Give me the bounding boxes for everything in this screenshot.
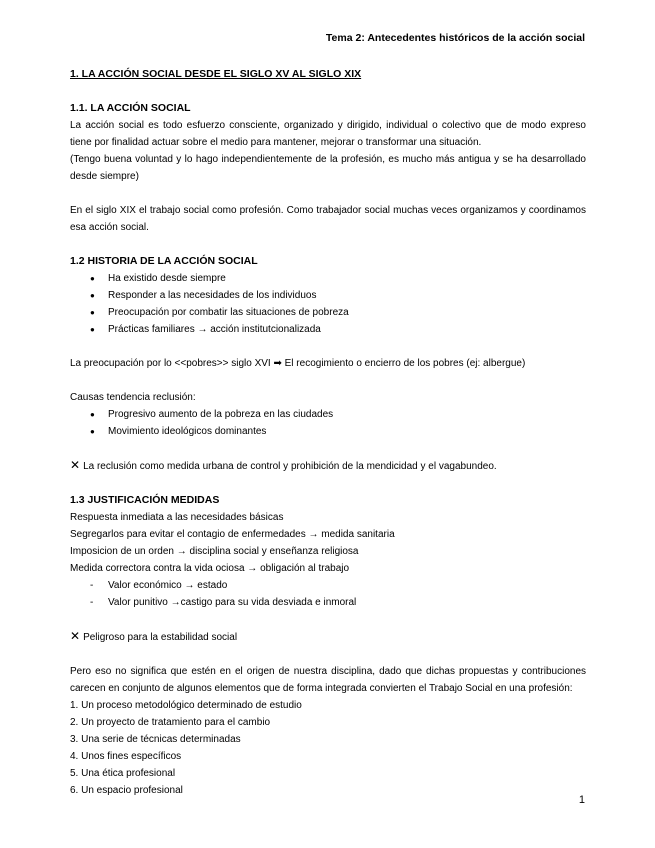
list-item: ● Progresivo aumento de la pobreza en las ciudades xyxy=(90,406,586,423)
justificacion-line: Imposicion de un orden → disciplina social y enseñanza religiosa xyxy=(70,546,359,557)
justificacion-line: Medida correctora contra la vida ociosa → obligación al trabajo xyxy=(70,563,350,574)
section-1-3-title: 1.3 JUSTIFICACIÓN MEDIDAS xyxy=(70,494,220,506)
list-item: ● Responder a las necesidades de los individuos xyxy=(90,287,586,304)
list-item: ● Movimiento ideológicos dominantes xyxy=(90,423,586,440)
numbered-item: 3. Una serie de técnicas determinadas xyxy=(70,734,241,745)
justificacion-line: Segregarlos para evitar el contagio de enfermedades → medida sanitaria xyxy=(70,529,395,540)
peligroso-line xyxy=(70,628,586,646)
numbered-item: 6. Un espacio profesional xyxy=(70,785,183,796)
numbered-item: 1. Un proceso metodológico determinado de estudio xyxy=(70,700,302,711)
causas-bullet-list xyxy=(70,406,586,440)
numbered-item: 5. Una ética profesional xyxy=(70,768,176,779)
valor-dash-list xyxy=(70,577,586,611)
paragraph-pero: Pero eso no significa que estén en el origen de nuestra disciplina, dado que dichas propuestas y contribuciones carecen en conjunto de algunos elementos que de forma integrada convierten el Trabajo Social en una profesión: xyxy=(70,666,586,694)
paragraph-siglo-xix: En el siglo XIX el trabajo social como profesión. Como trabajador social muchas veces organizamos y coordinamos esa acción social. xyxy=(70,205,586,233)
section-1-title: 1. LA ACCIÓN SOCIAL DESDE EL SIGLO XV AL SIGLO XIX xyxy=(70,68,362,80)
cross-icon: ✕ xyxy=(70,458,81,472)
section-1-1-title: 1.1. LA ACCIÓN SOCIAL xyxy=(70,102,191,114)
document-body xyxy=(70,66,586,799)
peligroso-text: Peligroso para la estabilidad social xyxy=(83,632,238,643)
list-item: ● Preocupación por combatir las situaciones de pobreza xyxy=(90,304,586,321)
list-item: ● Prácticas familiares → acción institutcionalizada xyxy=(90,321,586,338)
reclusion-text: La reclusión como medida urbana de control y prohibición de la mendicidad y el vagabundeo. xyxy=(83,461,497,472)
reclusion-line xyxy=(70,457,586,475)
causas-title: Causas tendencia reclusión: xyxy=(70,392,196,403)
historia-bullet-list xyxy=(70,270,586,338)
cross-icon: ✕ xyxy=(70,629,81,643)
numbered-item: 4. Unos fines específicos xyxy=(70,751,182,762)
list-item: - Valor punitivo →castigo para su vida desviada e inmoral xyxy=(90,594,586,611)
list-item: ● Ha existido desde siempre xyxy=(90,270,586,287)
section-1-2-title: 1.2 HISTORIA DE LA ACCIÓN SOCIAL xyxy=(70,255,258,267)
paragraph-note: (Tengo buena voluntad y lo hago independientemente de la profesión, es mucho más antigua y se ha desarrollado desde siempre) xyxy=(70,154,586,182)
list-item: - Valor económico → estado xyxy=(90,577,586,594)
pobres-line: La preocupación por lo <<pobres>> siglo XVI ➡ El recogimiento o encierro de los pobres (ej: albergue) xyxy=(70,358,526,369)
justificacion-line: Respuesta inmediata a las necesidades básicas xyxy=(70,512,284,523)
page-number: 1 xyxy=(578,794,585,806)
numbered-item: 2. Un proyecto de tratamiento para el cambio xyxy=(70,717,271,728)
page-header-title: Tema 2: Antecedentes históricos de la acción social xyxy=(325,32,585,44)
paragraph-definition: La acción social es todo esfuerzo consciente, organizado y dirigido, individual o colectivo que de modo expreso tiene por finalidad actuar sobre el medio para mantener, mejorar o transformar una situación. xyxy=(70,120,586,148)
